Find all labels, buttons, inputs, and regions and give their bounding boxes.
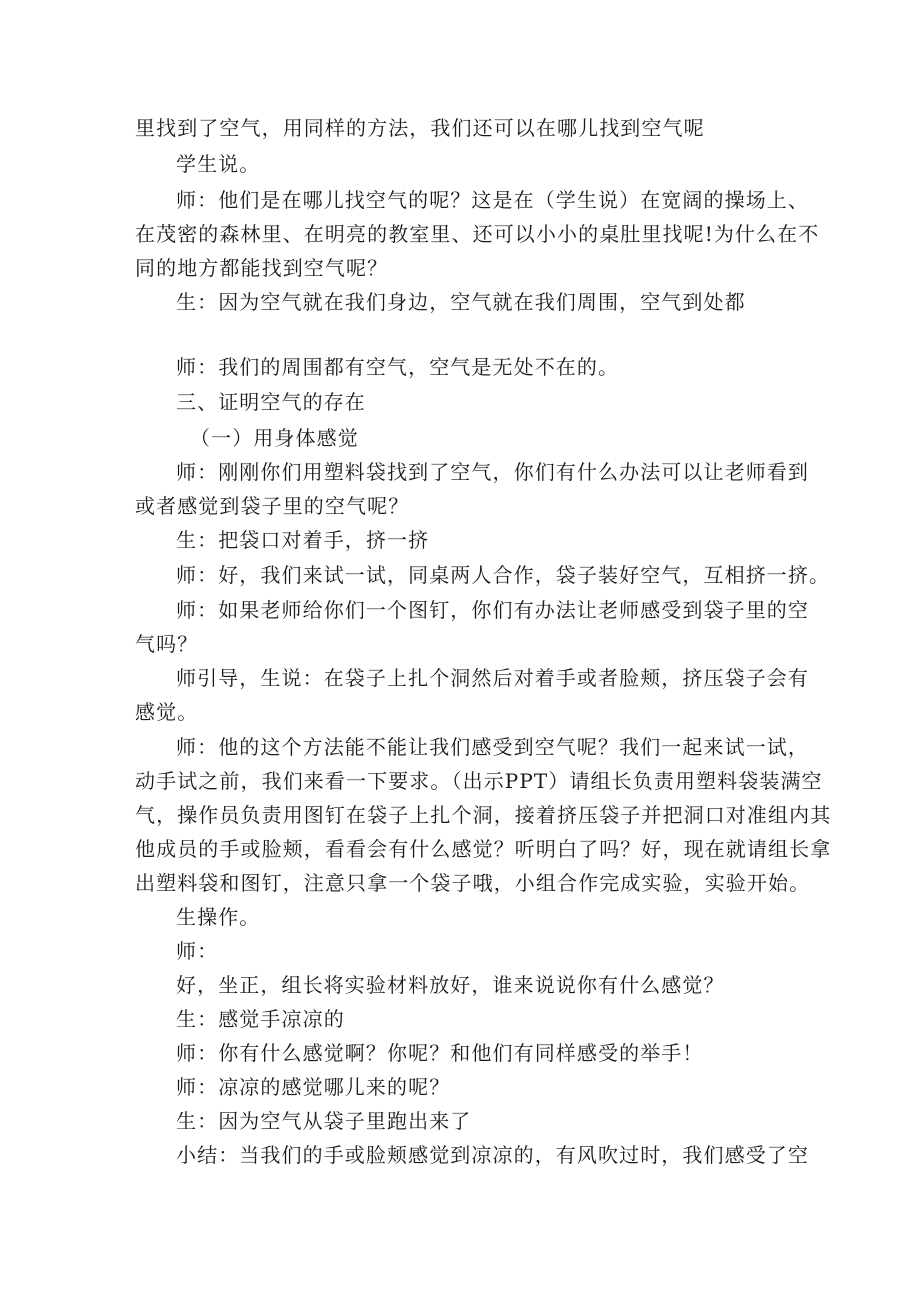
paragraph-line: 气吗？ — [135, 632, 199, 656]
paragraph-line: 生：把袋口对着手，挤一挤 — [176, 528, 430, 552]
subsection-heading: （一）用身体感觉 — [190, 426, 359, 450]
paragraph-line: 师： — [176, 939, 219, 963]
paragraph-line: 好，坐正，组长将实验材料放好，谁来说说你有什么感觉？ — [176, 973, 725, 997]
paragraph-line: 出塑料袋和图钉，注意只拿一个袋子哦，小组合作完成实验，实验开始。 — [135, 871, 811, 895]
paragraph-line: 师：他们是在哪儿找空气的呢？这是在（学生说）在宽阔的操场上、 — [176, 188, 809, 212]
paragraph-line: 师：如果老师给你们一个图钉，你们有办法让老师感受到袋子里的空 — [176, 598, 809, 622]
paragraph-line: 在茂密的森林里、在明亮的教室里、还可以小小的桌肚里找呢!为什么在不 — [135, 222, 820, 246]
paragraph-line: 师引导，生说：在袋子上扎个洞然后对着手或者脸颊，挤压袋子会有 — [176, 666, 809, 690]
paragraph-line: 师：好，我们来试一试，同桌两人合作，袋子装好空气，互相挤一挤。 — [176, 563, 831, 587]
paragraph-line: 生：感觉手凉凉的 — [176, 1007, 345, 1031]
paragraph-line: 生：因为空气从袋子里跑出来了 — [176, 1109, 472, 1133]
paragraph-line: 师：刚刚你们用塑料袋找到了空气，你们有什么办法可以让老师看到 — [176, 460, 809, 484]
paragraph-line: 师：他的这个方法能不能让我们感受到空气呢？我们一起来试一试， — [176, 735, 809, 759]
paragraph-line: 生：因为空气就在我们身边，空气就在我们周围，空气到处都 — [176, 290, 746, 314]
paragraph-line: 师：你有什么感觉啊？你呢？和他们有同样感受的举手！ — [176, 1041, 704, 1065]
paragraph-line: 或者感觉到袋子里的空气呢？ — [135, 494, 410, 518]
section-heading: 三、证明空气的存在 — [176, 390, 366, 414]
paragraph-line: 感觉。 — [135, 700, 199, 724]
paragraph-line: 师：凉凉的感觉哪儿来的呢？ — [176, 1075, 451, 1099]
paragraph-line: 小结：当我们的手或脸颊感觉到凉凉的，有风吹过时，我们感受了空 — [176, 1143, 809, 1167]
paragraph-line: 里找到了空气，用同样的方法，我们还可以在哪儿找到空气呢 — [135, 116, 705, 140]
paragraph-line: 学生说。 — [176, 152, 261, 176]
paragraph-line: 他成员的手或脸颊，看看会有什么感觉？听明白了吗？好，现在就请组长拿 — [135, 837, 832, 861]
paragraph-line: 师：我们的周围都有空气，空气是无处不在的。 — [176, 355, 620, 379]
paragraph-line: 同的地方都能找到空气呢？ — [135, 256, 389, 280]
paragraph-line: 气，操作员负责用图钉在袋子上扎个洞，接着挤压袋子并把洞口对准组内其 — [135, 803, 832, 827]
paragraph-line: 动手试之前，我们来看一下要求。（出示PPT）请组长负责用塑料袋装满空 — [135, 769, 823, 793]
paragraph-line: 生操作。 — [176, 905, 261, 929]
